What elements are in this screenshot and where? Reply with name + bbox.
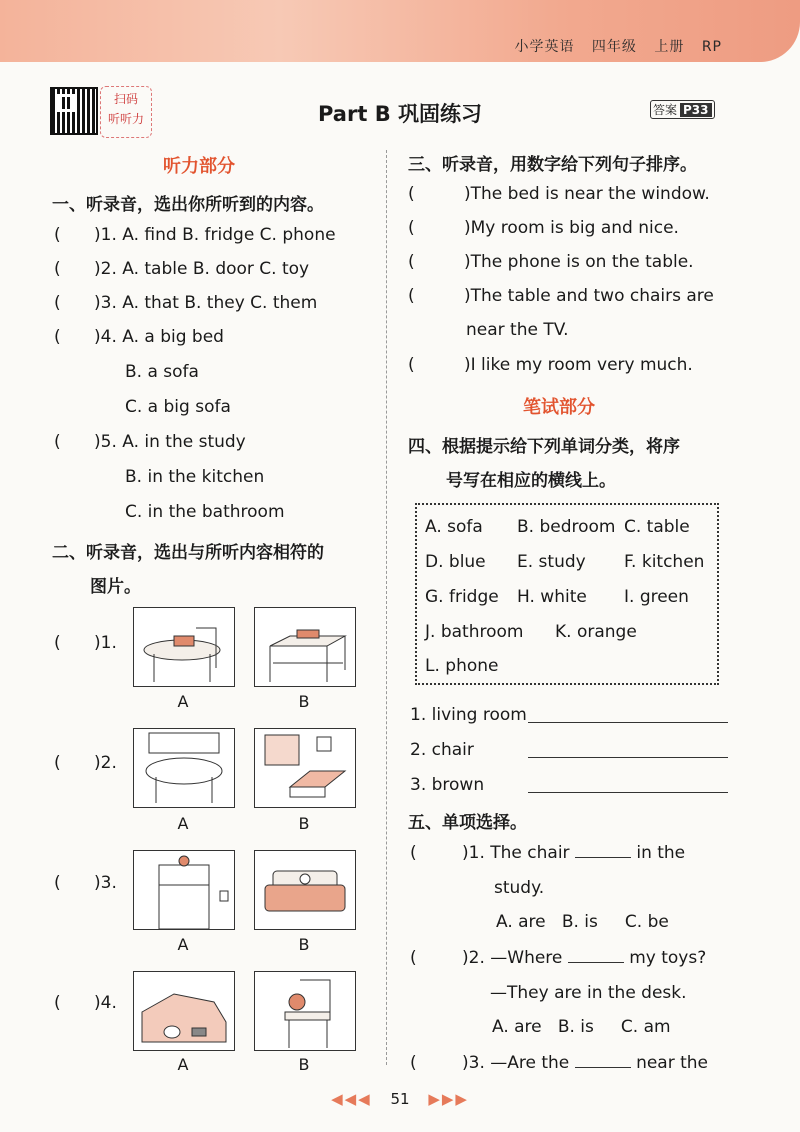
- answer-label: 答案: [653, 103, 678, 117]
- q3-item: ( )I like my room very much.: [408, 355, 693, 375]
- q5-q2-blank[interactable]: [568, 948, 624, 963]
- q1-item: ( )4. A. a big bed: [54, 327, 224, 347]
- picture-sofa: [254, 850, 356, 930]
- word-bank-item: B. bedroom: [517, 517, 616, 537]
- q5-q3-blank[interactable]: [575, 1053, 631, 1068]
- answer-line-chair[interactable]: [528, 757, 728, 758]
- word-bank-item: F. kitchen: [624, 552, 705, 572]
- q3-item: ( )The phone is on the table.: [408, 252, 694, 272]
- q3-item-text: )The bed is near the window.: [464, 184, 710, 204]
- answer-line-living-room[interactable]: [528, 722, 728, 723]
- q5-q2-text-end: my toys?: [629, 948, 707, 968]
- word-bank-item: J. bathroom: [425, 622, 524, 642]
- option-a-label: A: [177, 935, 189, 954]
- answer-line-brown[interactable]: [528, 792, 728, 793]
- q1-item: ( )1. A. find B. fridge C. phone: [54, 225, 336, 245]
- q2-row-label: ( )1.: [54, 633, 117, 653]
- written-section-title: 笔试部分: [523, 397, 595, 418]
- word-bank-item: I. green: [624, 587, 689, 607]
- q5-q3-text-end: near the: [636, 1053, 709, 1073]
- page-footer: [0, 1090, 800, 1108]
- q1-item-text: )4. A. a big bed: [94, 327, 224, 347]
- next-arrows-icon: ▶▶▶: [428, 1090, 469, 1108]
- option-b-label: B: [298, 935, 310, 954]
- q5-q1-text-end: in the: [636, 843, 686, 863]
- option-b-label: B: [298, 814, 310, 833]
- q2-row-label: ( )2.: [54, 753, 117, 773]
- option-b-label: B: [298, 1055, 310, 1074]
- word-bank-item: D. blue: [425, 552, 486, 572]
- q1-item: ( )5. A. in the study: [54, 432, 246, 452]
- answer-page: P33: [680, 103, 712, 117]
- q4-heading-line1: 四、根据提示给下列单词分类，将序: [408, 437, 680, 457]
- word-bank-item: L. phone: [425, 656, 499, 676]
- q5-question-1: ( )1. The chair in the: [410, 843, 686, 863]
- q1-option: B. in the kitchen: [125, 467, 265, 487]
- word-bank-item: G. fridge: [425, 587, 499, 607]
- q2-row-label: ( )3.: [54, 873, 117, 893]
- q2-heading-line2: 图片。: [90, 577, 141, 597]
- q1-item-text: )2. A. table B. door C. toy: [94, 259, 310, 279]
- q5-question-3: ( )3. —Are the near the: [410, 1053, 709, 1073]
- q5-q3-text: )3. —Are the: [462, 1053, 570, 1073]
- q3-item-text: )I like my room very much.: [464, 355, 693, 375]
- q1-option: C. a big sofa: [125, 397, 231, 417]
- q4-heading-line2: 号写在相应的横线上。: [446, 471, 616, 491]
- header-info: [502, 36, 722, 56]
- picture-chair-ball: [254, 971, 356, 1051]
- q5-q2-options: A. are B. is C. am: [492, 1017, 671, 1037]
- option-b-label: B: [298, 692, 310, 711]
- q3-item-continued: near the TV.: [466, 320, 569, 340]
- word-bank-item: H. white: [517, 587, 587, 607]
- listening-section-title: 听力部分: [163, 156, 235, 177]
- q5-q1-options: A. are B. is C. be: [496, 912, 669, 932]
- q1-option: C. in the bathroom: [125, 502, 285, 522]
- q2-row-num: )4.: [94, 993, 117, 1013]
- q1-item: ( )3. A. that B. they C. them: [54, 293, 318, 313]
- scan-line-1: 扫码: [113, 92, 138, 106]
- q2-row-num: )3.: [94, 873, 117, 893]
- q5-q2-answer-line: —They are in the desk.: [490, 983, 687, 1003]
- word-bank-item: K. orange: [555, 622, 637, 642]
- q5-heading: 五、单项选择。: [408, 813, 527, 833]
- option-a-label: A: [177, 1055, 189, 1074]
- q5-question-2: ( )2. —Where my toys?: [410, 948, 707, 968]
- q3-item: ( )The bed is near the window.: [408, 184, 710, 204]
- category-chair: 2. chair: [410, 740, 474, 760]
- q2-row-num: )2.: [94, 753, 117, 773]
- q5-q1-continued: study.: [494, 878, 545, 898]
- scan-line-2: 听听力: [107, 112, 144, 126]
- q5-q1-text: )1. The chair: [462, 843, 570, 863]
- prev-arrows-icon: ◀◀◀: [331, 1090, 372, 1108]
- picture-bed-toys: [133, 971, 235, 1051]
- q3-item-text: )The table and two chairs are: [464, 286, 714, 306]
- q5-q1-blank[interactable]: [575, 843, 631, 858]
- q5-q2-text: )2. —Where: [462, 948, 563, 968]
- picture-window-table: [133, 728, 235, 808]
- q3-item: ( )The table and two chairs are: [408, 286, 714, 306]
- page-number: 51: [390, 1090, 410, 1108]
- q2-row-num: )1.: [94, 633, 117, 653]
- category-living-room: 1. living room: [410, 705, 527, 725]
- q1-item-text: )3. A. that B. they C. them: [94, 293, 318, 313]
- column-divider: [386, 150, 387, 1065]
- page-title: Part B 巩固练习: [317, 102, 483, 126]
- option-a-label: A: [177, 692, 189, 711]
- q1-item-text: )1. A. find B. fridge C. phone: [94, 225, 336, 245]
- category-brown: 3. brown: [410, 775, 485, 795]
- word-bank-item: A. sofa: [425, 517, 483, 537]
- q1-option: B. a sofa: [125, 362, 199, 382]
- word-bank-item: C. table: [624, 517, 690, 537]
- picture-bed-window: [254, 728, 356, 808]
- option-a-label: A: [177, 814, 189, 833]
- q3-item-text: )My room is big and nice.: [464, 218, 679, 238]
- picture-fridge: [133, 850, 235, 930]
- q2-row-label: ( )4.: [54, 993, 117, 1013]
- edition-label: RP: [701, 39, 722, 55]
- word-bank-item: E. study: [517, 552, 586, 572]
- q3-item: ( )My room is big and nice.: [408, 218, 679, 238]
- q1-item: ( )2. A. table B. door C. toy: [54, 259, 310, 279]
- picture-table-books: [133, 607, 235, 687]
- q3-heading: 三、听录音，用数字给下列句子排序。: [408, 155, 697, 175]
- q3-item-text: )The phone is on the table.: [464, 252, 694, 272]
- grade-label: 四年级: [591, 39, 637, 55]
- subject-label: 小学英语: [514, 39, 575, 55]
- q1-item-text: )5. A. in the study: [94, 432, 246, 452]
- q2-heading-line1: 二、听录音，选出与所听内容相符的: [52, 543, 324, 563]
- q1-heading: 一、听录音，选出你所听到的内容。: [52, 195, 324, 215]
- answer-badge: [650, 100, 715, 119]
- picture-desk-books: [254, 607, 356, 687]
- volume-label: 上册: [654, 39, 685, 55]
